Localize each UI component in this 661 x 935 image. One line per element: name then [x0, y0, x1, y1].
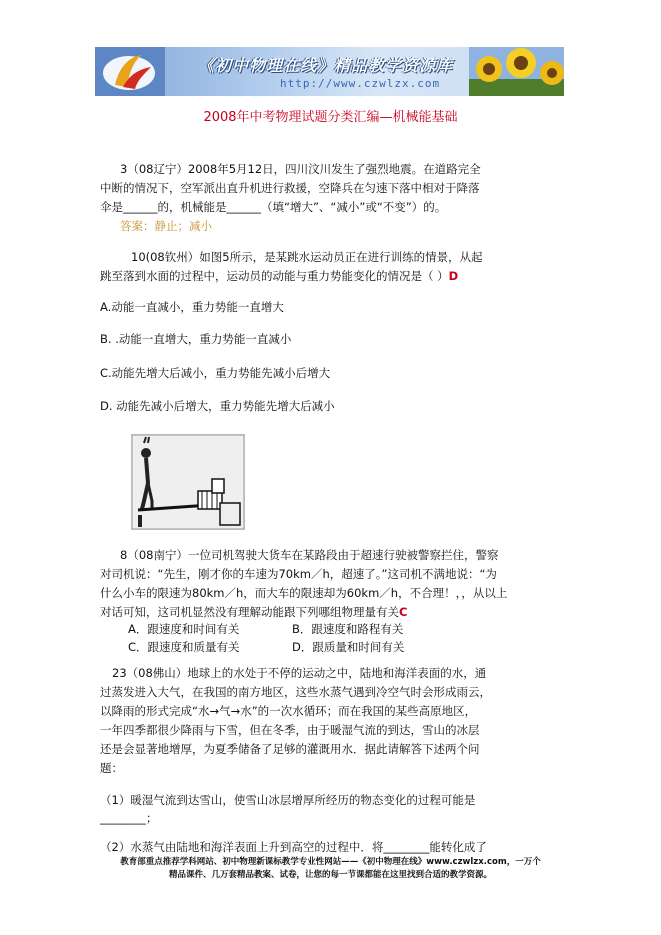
q23-sub1-line-1: （1）暖湿气流到达雪山，使雪山冰层增厚所经历的物态变化的过程可能是: [100, 793, 476, 807]
q23-line-6: 题：: [100, 761, 123, 775]
q3-answer: 答案：静止；减小: [120, 219, 212, 233]
sunflower-image: [469, 47, 564, 96]
q8-line-4-text: 对话可知，这司机显然没有理解动能跟下列哪组物理量有关: [100, 605, 399, 619]
footer-line-1: 教育部重点推荐学科网站、初中物理新课标教学专业性网站——《初中物理在线》www.czwlzx.com，一万个: [120, 857, 541, 867]
q8-option-b: B．跟速度和路程有关: [292, 622, 404, 636]
q10-answer: D: [448, 269, 459, 283]
q23-line-1: 23（08佛山）地球上的水处于不停的运动之中，陆地和海洋表面的水，通: [112, 666, 487, 680]
q10-option-b: B. .动能一直增大，重力势能一直减小: [100, 332, 292, 346]
q3-line-3: 伞是______的，机械能是______（填“增大”、“减小”或“不变”）的。: [100, 200, 447, 214]
q3-line-1: 3（08辽宁）2008年5月12日，四川汶川发生了强烈地震。在道路完全: [120, 162, 481, 176]
q8-line-2: 对司机说：“先生，刚才你的车速为70km／h，超速了。”这司机不满地说：“为: [100, 567, 497, 581]
logo-icon: [95, 47, 165, 96]
q10-option-a: A.动能一直减小，重力势能一直增大: [100, 300, 284, 314]
q8-line-3: 什么小车的限速为80km／h，而大车的限速却为60km／h，不合理！，，从以上: [100, 586, 508, 600]
q8-option-c: C．跟速度和质量有关: [128, 640, 240, 654]
q23-sub1-line-2: ________；: [100, 811, 158, 825]
diver-figure-image: [131, 434, 245, 530]
q23-line-5: 还是会显著地增厚，为夏季储备了足够的灌溉用水．据此请解答下述两个问: [100, 742, 480, 756]
footer-line-2: 精品课件、几万套精品教案、试卷，让您的每一节课都能在这里找到合适的教学资源。: [168, 870, 492, 880]
q8-option-d: D．跟质量和时间有关: [292, 640, 405, 654]
q8-answer: C: [399, 605, 408, 619]
q23-sub2-line-1: （2）水蒸气由陆地和海洋表面上升到高空的过程中．将________能转化成了: [100, 840, 487, 854]
q10-line-2-text: 跳至落到水面的过程中，运动员的动能与重力势能变化的情况是（ ）: [100, 269, 449, 283]
document-title: 2008年中考物理试题分类汇编—机械能基础: [203, 110, 458, 125]
q8-option-a: A．跟速度和时间有关: [128, 622, 240, 636]
q8-line-1: 8（08南宁）一位司机驾驶大货车在某路段由于超速行驶被警察拦住，警察: [120, 548, 499, 562]
q10-line-1: 10(08钦州）如图5所示，是某跳水运动员正在进行训练的情景，从起: [131, 250, 483, 264]
q10-line-2: [100, 267, 458, 286]
q23-line-2: 过蒸发进入大气，在我国的南方地区，这些水蒸气遇到冷空气时会形成雨云，: [100, 685, 491, 699]
q10-option-d: D. 动能先减小后增大，重力势能先增大后减小: [100, 399, 335, 413]
q23-line-4: 一年四季都很少降雨与下雪，但在冬季，由于暖湿气流的到达，雪山的冰层: [100, 723, 480, 737]
q3-line-2: 中断的情况下，空军派出直升机进行救援，空降兵在匀速下落中相对于降落: [100, 181, 480, 195]
banner-title: 《初中物理在线》精品教学资源库: [198, 56, 454, 75]
banner-url[interactable]: http://www.czwlzx.com: [280, 77, 441, 90]
header-banner: [95, 47, 564, 96]
q23-line-3: 以降雨的形式完成“水→气→水”的一次水循环；而在我国的某些高原地区，: [100, 704, 477, 718]
q10-option-c: C.动能先增大后减小，重力势能先减小后增大: [100, 366, 331, 380]
